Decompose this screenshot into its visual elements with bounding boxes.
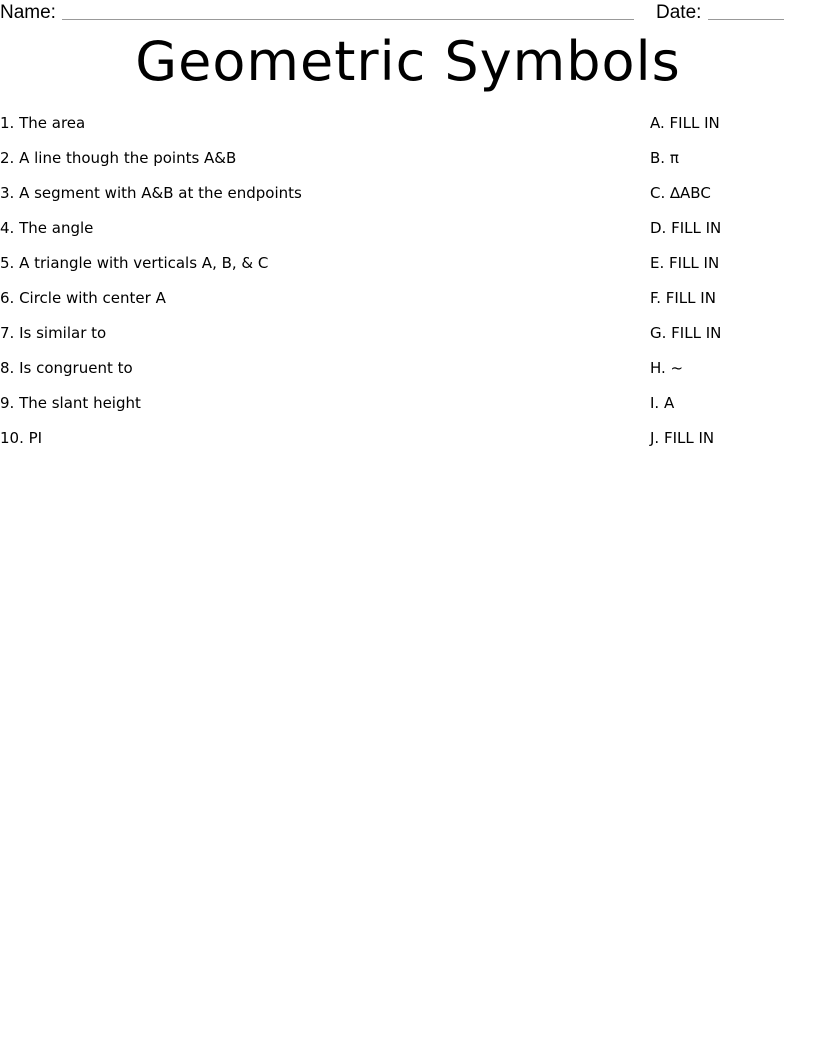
answer-item: C. ∆ABC xyxy=(650,184,711,202)
page-title: Geometric Symbols xyxy=(135,30,681,93)
question-item: 4. The angle xyxy=(0,219,94,237)
answer-item: J. FILL IN xyxy=(650,429,715,447)
question-item: 2. A line though the points A&B xyxy=(0,149,237,167)
question-item: 6. Circle with center A xyxy=(0,289,166,307)
question-item: 7. Is similar to xyxy=(0,324,107,342)
question-item: 9. The slant height xyxy=(0,394,141,412)
answer-item: G. FILL IN xyxy=(650,324,722,342)
question-item: 1. The area xyxy=(0,114,86,132)
answer-item: H. ~ xyxy=(650,359,684,377)
answer-item: D. FILL IN xyxy=(650,219,722,237)
question-item: 3. A segment with A&B at the endpoints xyxy=(0,184,302,202)
question-item: 8. Is congruent to xyxy=(0,359,133,377)
answer-item: I. A xyxy=(650,394,675,412)
name-field-line[interactable] xyxy=(62,19,634,20)
date-label: Date: xyxy=(656,2,702,23)
answer-item: A. FILL IN xyxy=(650,114,720,132)
answer-item: B. π xyxy=(650,149,679,167)
answer-item: E. FILL IN xyxy=(650,254,720,272)
name-label: Name: xyxy=(0,2,56,23)
question-item: 5. A triangle with verticals A, B, & C xyxy=(0,254,269,272)
date-field-line[interactable] xyxy=(708,19,784,20)
question-item: 10. PI xyxy=(0,429,43,447)
answer-item: F. FILL IN xyxy=(650,289,716,307)
